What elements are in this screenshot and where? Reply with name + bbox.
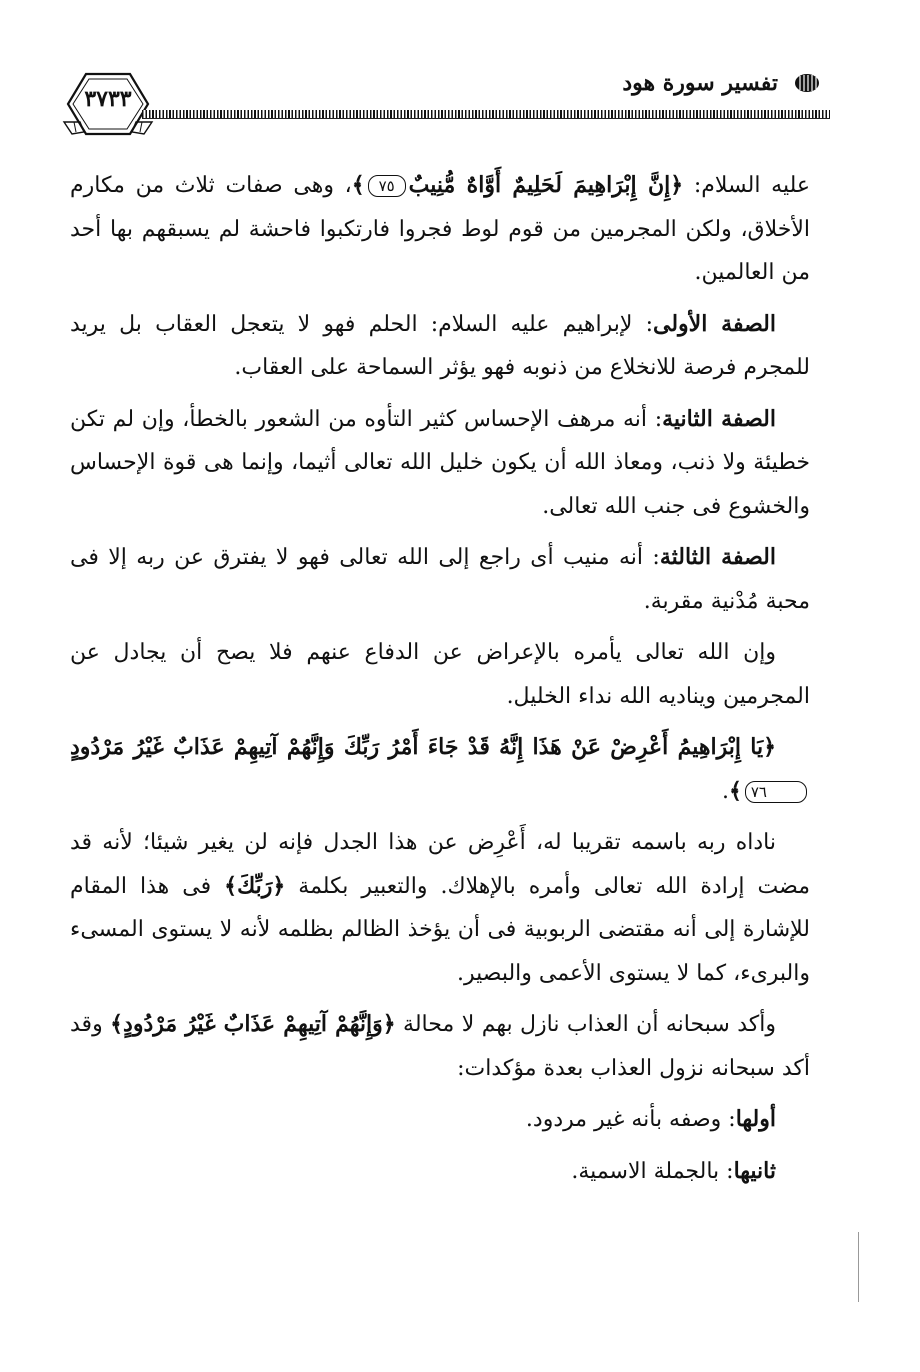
paragraph-text: : أنه منيب أى راجع إلى الله تعالى فهو لا يفترق عن ربه إلا فى محبة مُدْنية مقربة. (70, 545, 810, 614)
paragraph-p7 (70, 821, 810, 995)
paragraph-p9 (70, 1098, 810, 1142)
running-title: تفسير سورة هود (622, 70, 778, 96)
margin-mark (858, 1232, 859, 1302)
paragraph-text: : بالجملة الاسمية. (571, 1158, 734, 1184)
page-body (70, 164, 810, 1201)
quran-bracket: ﴿ (763, 734, 776, 760)
quran-bracket: ﴾ (728, 777, 742, 804)
quran-bracket: ﴿ (382, 1011, 396, 1037)
paragraph-p8 (70, 1003, 810, 1090)
paragraph-text: عليه السلام: (683, 173, 810, 198)
paragraph-text: فى هذا المقام للإشارة إلى أنه مقتضى الربوبية فى أن يؤخذ الظالم بظلمه لأنه لا يستوى المسىء والبرىء، كما لا يستوى الأعمى والبصير. (70, 873, 810, 986)
page-number: ٣٧٣٣ (84, 86, 132, 112)
quran-verse-text: إِنَّ إِبْرَاهِيمَ لَحَلِيمٌ أَوَّاهٌ مُّنِيبٌ (408, 172, 671, 198)
paragraph-text: : أنه مرهف الإحساس كثير التأوه من الشعور بالخطأ، وإن لم تكن خطيئة ولا ذنب، ومعاذ الله أن يكون خليل الله تعالى أثيما، وإنما هى قوة الإحساس والخشوع فى جنب الله تعالى. (70, 406, 810, 519)
paragraph-p5 (70, 631, 810, 718)
verse-number: ٧٦ (745, 781, 807, 803)
paragraph-text: : وصفه بأنه غير مردود. (525, 1107, 736, 1132)
header-rule (142, 110, 830, 118)
paragraph-text: ، وهى صفات ثلاث من مكارم الأخلاق، ولكن المجرمين من قوم لوط فجروا فارتكبوا فاحشة لم يسبقهم بها أحد من العالمين. (70, 173, 810, 285)
section-label: ثانيها (733, 1157, 776, 1184)
quran-verse-text: رَبِّكَ (237, 872, 273, 899)
paragraph-p2 (70, 303, 810, 390)
paragraph-p10 (70, 1150, 810, 1194)
quran-bracket: ﴾ (224, 872, 238, 899)
paragraph-p6 (70, 726, 810, 813)
flower-ornament-icon (792, 72, 822, 94)
paragraph-text: وقد أكد سبحانه نزول العذاب بعدة مؤكدات: (70, 1012, 810, 1081)
quran-bracket: ﴾ (351, 172, 365, 198)
paragraph-p3 (70, 398, 810, 529)
paragraph-text: . (721, 778, 729, 804)
page-number-badge (60, 64, 156, 140)
paragraph-p1 (70, 164, 810, 295)
paragraph-text: وإن الله تعالى يأمره بالإعراض عن الدفاع عنهم فلا يصح أن يجادل عن المجرمين ويناديه الله نداء الخليل. (70, 640, 810, 709)
quran-bracket: ﴿ (670, 172, 684, 198)
paragraph-text: ناداه ربه باسمه تقريبا له، أَعْرِض عن هذا الجدل فإنه لن يغير شيئا؛ لأنه قد مضت إرادة الله تعالى وأمره بالإهلاك. والتعبير بكلمة (70, 830, 810, 899)
section-label: الصفة الثالثة (659, 544, 776, 570)
quran-verse-text: وَإِنَّهُمْ آتِيهِمْ عَذَابٌ غَيْرُ مَرْدُودٍ (123, 1011, 383, 1037)
page-header (60, 60, 830, 150)
section-label: الصفة الأولى (653, 310, 776, 337)
quran-bracket: ﴾ (110, 1011, 124, 1037)
paragraph-text: : لإبراهيم عليه السلام: الحلم فهو لا يتعجل العقاب بل يريد للمجرم فرصة للانخلاع من ذنوبه فهو يؤثر السماحة على العقاب. (70, 311, 810, 380)
paragraph-p4 (70, 536, 810, 623)
header-rule-line (142, 118, 830, 119)
section-label: الصفة الثانية (662, 405, 776, 432)
quran-verse-text: يَا إِبْرَاهِيمُ أَعْرِضْ عَنْ هَذَا إِنَّهُ قَدْ جَاءَ أَمْرُ رَبِّكَ وَإِنَّهُمْ آتِيهِمْ عَذَابٌ غَيْرُ مَرْدُودٍ (70, 734, 764, 760)
paragraph-text: وأكد سبحانه أن العذاب نازل بهم لا محالة (395, 1012, 776, 1037)
verse-number: ٧٥ (368, 175, 406, 197)
quran-bracket: ﴿ (272, 872, 286, 899)
section-label: أولها (735, 1106, 776, 1132)
